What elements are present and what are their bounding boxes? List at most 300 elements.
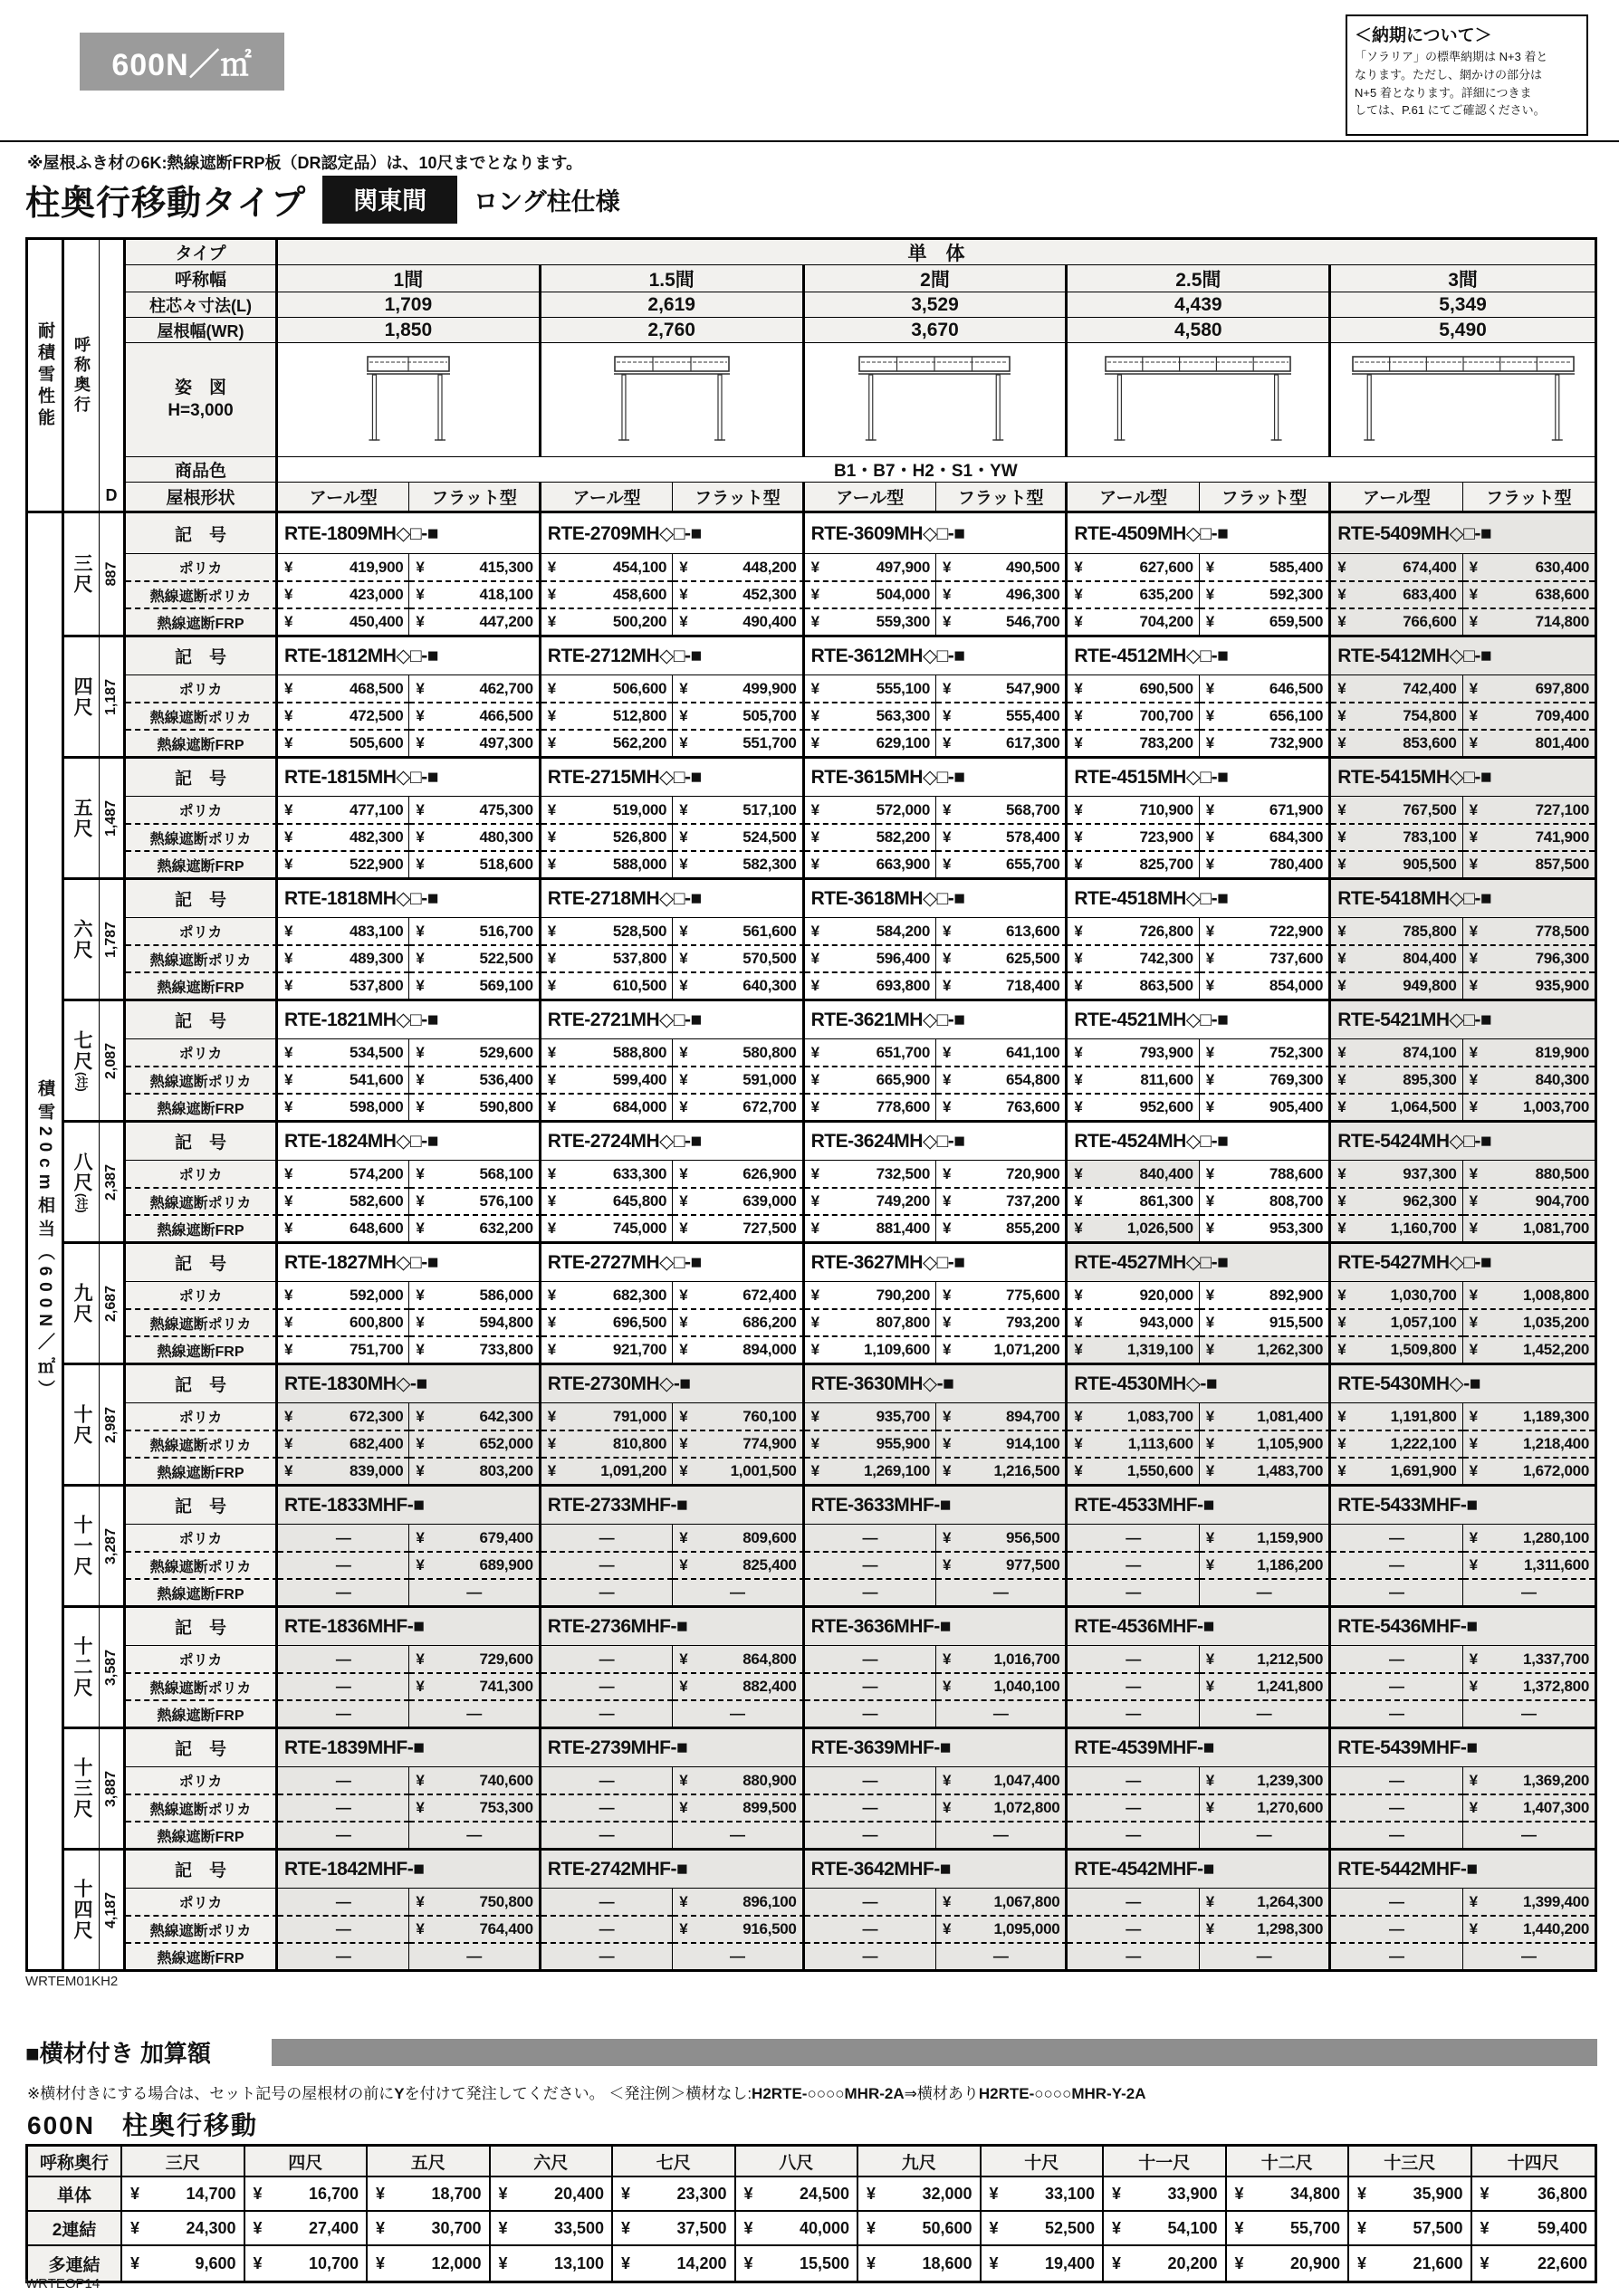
roof-shape-header: フラット型: [409, 483, 541, 511]
depth-size-label: 四尺: [64, 635, 100, 756]
price-cell: ¥ 625,500: [936, 944, 1068, 971]
note-text: ※横材付きにする場合は、セット記号の屋根材の前に: [27, 2085, 395, 2102]
row-label-code: 記 号: [126, 635, 278, 674]
addon-price-cell: ¥ 35,900: [1349, 2177, 1472, 2212]
notice-line: しては、P.61 にてご確認ください。: [1355, 103, 1546, 118]
price-cell: ¥ 1,191,800: [1331, 1402, 1462, 1430]
price-cell: ¥ 1,222,100: [1331, 1430, 1462, 1457]
price-cell: ¥ 801,400: [1463, 729, 1595, 756]
addon-col-header: 六尺: [491, 2147, 614, 2177]
price-cell: ¥ 569,100: [409, 971, 541, 999]
price-cell: ¥ 555,100: [805, 674, 936, 702]
price-cell: ¥ 490,400: [673, 607, 804, 635]
price-cell: ¥ 1,008,800: [1463, 1281, 1595, 1308]
price-cell: —: [278, 1699, 409, 1727]
price-cell: ¥ 627,600: [1068, 553, 1199, 580]
row-label-material: 熱線遮断FRP: [126, 729, 278, 756]
price-cell: —: [278, 1578, 409, 1605]
product-code-cell: RTE-5433MHF-■: [1331, 1484, 1595, 1524]
price-cell: ¥ 524,500: [673, 823, 804, 850]
row-label-material: 熱線遮断FRP: [126, 1093, 278, 1120]
price-cell: ¥ 574,200: [278, 1160, 409, 1187]
price-cell: ¥ 613,600: [936, 917, 1068, 944]
divider-rule: [0, 140, 1619, 142]
price-cell: —: [278, 1821, 409, 1848]
addon-col-header: 五尺: [368, 2147, 491, 2177]
price-cell: —: [409, 1578, 541, 1605]
carport-figure-drawing: [1352, 353, 1575, 447]
price-cell: —: [805, 1766, 936, 1794]
row-label-code: 記 号: [126, 1241, 278, 1281]
section-title-row: [25, 174, 1384, 225]
sidebar-d-label: D: [100, 240, 126, 511]
depth-mm-label: 2,087: [100, 999, 126, 1120]
price-cell: ¥ 1,452,200: [1463, 1335, 1595, 1363]
price-cell: —: [1331, 1915, 1462, 1942]
price-cell: —: [541, 1821, 673, 1848]
product-code-cell: RTE-3636MHF-■: [805, 1605, 1068, 1645]
addon-price-cell: ¥ 57,500: [1349, 2212, 1472, 2246]
price-cell: ¥ 599,400: [541, 1066, 673, 1093]
price-cell: —: [541, 1766, 673, 1794]
price-cell: ¥ 1,691,900: [1331, 1457, 1462, 1484]
price-cell: ¥ 592,000: [278, 1281, 409, 1308]
price-cell: ¥ 582,300: [673, 850, 804, 877]
title-suffix: ロング柱仕様: [474, 187, 620, 215]
addon-col-header: 十一尺: [1104, 2147, 1227, 2177]
price-cell: ¥ 825,700: [1068, 850, 1199, 877]
row-label-material: ポリカ: [126, 917, 278, 944]
price-cell: ¥ 638,600: [1463, 580, 1595, 607]
price-cell: ¥ 529,600: [409, 1038, 541, 1066]
depth-mm-label: 1,787: [100, 877, 126, 999]
price-cell: ¥ 672,300: [278, 1402, 409, 1430]
price-cell: ¥ 921,700: [541, 1335, 673, 1363]
width-value: 3間: [1331, 265, 1595, 292]
price-cell: —: [409, 1821, 541, 1848]
price-cell: ¥ 753,300: [409, 1794, 541, 1821]
price-cell: ¥ 580,800: [673, 1038, 804, 1066]
price-cell: ¥ 729,600: [409, 1645, 541, 1672]
product-code-cell: RTE-1809MH◇□-■: [278, 513, 541, 553]
price-cell: ¥ 632,200: [409, 1214, 541, 1241]
price-cell: —: [1068, 1915, 1199, 1942]
price-cell: —: [1463, 1821, 1595, 1848]
row-label-material: 熱線遮断ポリカ: [126, 944, 278, 971]
row-label-code: 記 号: [126, 999, 278, 1038]
roof-shape-header: フラット型: [1200, 483, 1331, 511]
addon-col-header: 七尺: [613, 2147, 736, 2177]
price-cell: ¥ 840,300: [1463, 1066, 1595, 1093]
price-cell: ¥ 450,400: [278, 607, 409, 635]
price-cell: ¥ 635,200: [1068, 580, 1199, 607]
price-cell: ¥ 516,700: [409, 917, 541, 944]
notice-line: N+5 着となります。詳細につきま: [1355, 85, 1532, 100]
price-cell: ¥ 803,200: [409, 1457, 541, 1484]
sidebar-snow-equivalent-label: 積雪20cm相当（600N／㎡）: [28, 513, 64, 1969]
row-label-code: 記 号: [126, 1727, 278, 1766]
price-cell: ¥ 760,100: [673, 1402, 804, 1430]
price-cell: ¥ 737,600: [1200, 944, 1331, 971]
addon-price-cell: ¥ 52,500: [982, 2212, 1105, 2246]
price-cell: ¥ 790,200: [805, 1281, 936, 1308]
price-cell: —: [1068, 1672, 1199, 1699]
price-cell: ¥ 418,100: [409, 580, 541, 607]
header-roofshape-label: 屋根形状: [126, 483, 278, 511]
addon-col-header: 十四尺: [1472, 2147, 1595, 2177]
price-cell: ¥ 793,200: [936, 1308, 1068, 1335]
roof-shape-header: アール型: [1068, 483, 1199, 511]
sidebar-snow-performance-label: 耐積雪性能: [28, 240, 64, 511]
addon-price-cell: ¥ 20,900: [1227, 2246, 1350, 2281]
row-label-material: 熱線遮断ポリカ: [126, 1551, 278, 1578]
price-cell: ¥ 480,300: [409, 823, 541, 850]
row-label-code: 記 号: [126, 513, 278, 553]
row-label-material: 熱線遮断ポリカ: [126, 1915, 278, 1942]
depth-size-label: 十三尺: [64, 1727, 100, 1848]
price-cell: ¥ 1,550,600: [1068, 1457, 1199, 1484]
price-cell: ¥ 793,900: [1068, 1038, 1199, 1066]
price-cell: ¥ 819,900: [1463, 1038, 1595, 1066]
price-cell: ¥ 551,700: [673, 729, 804, 756]
width-value: 1.5間: [541, 265, 805, 292]
price-cell: ¥ 1,081,700: [1463, 1214, 1595, 1241]
price-cell: ¥ 904,700: [1463, 1187, 1595, 1214]
sidebar-depth-label: 呼称奥行: [64, 240, 100, 511]
price-cell: ¥ 1,189,300: [1463, 1402, 1595, 1430]
price-cell: ¥ 672,400: [673, 1281, 804, 1308]
price-cell: —: [805, 1794, 936, 1821]
addon-subtitle: 600N 柱奥行移動: [27, 2111, 258, 2139]
addon-price-cell: ¥ 30,700: [368, 2212, 491, 2246]
price-cell: ¥ 483,100: [278, 917, 409, 944]
price-cell: ¥ 1,001,500: [673, 1457, 804, 1484]
price-cell: ¥ 732,500: [805, 1160, 936, 1187]
product-code-cell: RTE-2721MH◇□-■: [541, 999, 805, 1038]
price-cell: ¥ 920,000: [1068, 1281, 1199, 1308]
delivery-notice-box: [1346, 14, 1588, 136]
order-code-emphasis: H2RTE-○○○○MHR-Y-2A: [978, 2085, 1146, 2102]
carport-figure-drawing: [1105, 353, 1291, 447]
price-cell: ¥ 742,400: [1331, 674, 1462, 702]
addon-price-cell: ¥ 21,600: [1349, 2246, 1472, 2281]
price-cell: ¥ 1,369,200: [1463, 1766, 1595, 1794]
price-cell: ¥ 880,500: [1463, 1160, 1595, 1187]
price-cell: ¥ 547,900: [936, 674, 1068, 702]
table-code: WRTEM01KH2: [25, 1974, 119, 1989]
order-code-emphasis: Y: [394, 2085, 405, 2102]
price-cell: —: [278, 1794, 409, 1821]
depth-size-label: 五尺: [64, 756, 100, 877]
product-code-cell: RTE-5418MH◇□-■: [1331, 877, 1595, 917]
price-cell: ¥ 690,500: [1068, 674, 1199, 702]
price-cell: ¥ 1,003,700: [1463, 1093, 1595, 1120]
price-cell: ¥ 458,600: [541, 580, 673, 607]
row-label-material: 熱線遮断ポリカ: [126, 823, 278, 850]
price-cell: ¥ 505,700: [673, 702, 804, 729]
price-cell: ¥ 572,000: [805, 796, 936, 823]
price-cell: ¥ 905,500: [1331, 850, 1462, 877]
price-cell: —: [409, 1699, 541, 1727]
depth-size-label: 九尺: [64, 1241, 100, 1363]
header-type-value: 単 体: [278, 240, 1595, 265]
addon-price-cell: ¥ 24,300: [122, 2212, 245, 2246]
price-cell: ¥ 808,700: [1200, 1187, 1331, 1214]
price-cell: ¥ 1,035,200: [1463, 1308, 1595, 1335]
price-cell: ¥ 769,300: [1200, 1066, 1331, 1093]
price-cell: ¥ 1,407,300: [1463, 1794, 1595, 1821]
price-cell: ¥ 682,400: [278, 1430, 409, 1457]
price-cell: —: [541, 1672, 673, 1699]
product-code-cell: RTE-2739MHF-■: [541, 1727, 805, 1766]
product-code-cell: RTE-2733MHF-■: [541, 1484, 805, 1524]
price-cell: ¥ 785,800: [1331, 917, 1462, 944]
price-cell: ¥ 767,500: [1331, 796, 1462, 823]
addon-price-cell: ¥ 20,400: [491, 2177, 614, 2212]
price-cell: ¥ 718,400: [936, 971, 1068, 999]
price-cell: —: [1331, 1645, 1462, 1672]
price-cell: ¥ 825,400: [673, 1551, 804, 1578]
price-cell: ¥ 935,900: [1463, 971, 1595, 999]
price-cell: ¥ 610,500: [541, 971, 673, 999]
price-cell: ¥ 423,000: [278, 580, 409, 607]
note-text: ⇒横材あり: [904, 2085, 979, 2102]
price-cell: ¥ 537,800: [278, 971, 409, 999]
price-cell: ¥ 1,270,600: [1200, 1794, 1331, 1821]
product-code-cell: RTE-1839MHF-■: [278, 1727, 541, 1766]
price-cell: ¥ 916,500: [673, 1915, 804, 1942]
addon-price-cell: ¥ 24,500: [736, 2177, 859, 2212]
price-cell: ¥ 648,600: [278, 1214, 409, 1241]
depth-mm-label: 887: [100, 513, 126, 635]
price-cell: ¥ 1,071,200: [936, 1335, 1068, 1363]
price-cell: ¥ 506,600: [541, 674, 673, 702]
price-cell: ¥ 696,500: [541, 1308, 673, 1335]
product-code-cell: RTE-5424MH◇□-■: [1331, 1120, 1595, 1160]
price-cell: ¥ 722,900: [1200, 917, 1331, 944]
row-label-material: ポリカ: [126, 1645, 278, 1672]
row-label-material: 熱線遮断FRP: [126, 1335, 278, 1363]
price-cell: —: [1331, 1794, 1462, 1821]
addon-price-cell: ¥ 23,300: [613, 2177, 736, 2212]
product-code-cell: RTE-3642MHF-■: [805, 1848, 1068, 1888]
price-cell: ¥ 652,000: [409, 1430, 541, 1457]
price-cell: ¥ 1,067,800: [936, 1888, 1068, 1915]
price-cell: ¥ 726,800: [1068, 917, 1199, 944]
price-cell: ¥ 489,300: [278, 944, 409, 971]
price-cell: —: [1068, 1794, 1199, 1821]
row-label-code: 記 号: [126, 1363, 278, 1402]
price-cell: ¥ 732,900: [1200, 729, 1331, 756]
price-cell: —: [805, 1672, 936, 1699]
price-cell: ¥ 720,900: [936, 1160, 1068, 1187]
table-body: [28, 511, 1595, 1969]
addon-price-cell: ¥ 19,400: [982, 2246, 1105, 2281]
product-code-cell: RTE-4524MH◇□-■: [1068, 1120, 1331, 1160]
price-cell: ¥ 751,700: [278, 1335, 409, 1363]
price-cell: —: [805, 1551, 936, 1578]
product-code-cell: RTE-4509MH◇□-■: [1068, 513, 1331, 553]
price-cell: ¥ 588,800: [541, 1038, 673, 1066]
addon-price-cell: ¥ 36,800: [1472, 2177, 1595, 2212]
price-cell: —: [278, 1551, 409, 1578]
product-code-cell: RTE-4515MH◇□-■: [1068, 756, 1331, 796]
price-cell: —: [805, 1578, 936, 1605]
addon-col-header: 三尺: [122, 2147, 245, 2177]
row-label-material: ポリカ: [126, 1281, 278, 1308]
price-cell: —: [541, 1794, 673, 1821]
price-cell: ¥ 1,372,800: [1463, 1672, 1595, 1699]
price-cell: ¥ 500,200: [541, 607, 673, 635]
row-label-material: 熱線遮断ポリカ: [126, 702, 278, 729]
price-cell: —: [1463, 1578, 1595, 1605]
price-cell: ¥ 962,300: [1331, 1187, 1462, 1214]
notice-line: 「ソラリア」の標準納期は N+3 着と: [1355, 50, 1548, 63]
price-cell: ¥ 977,500: [936, 1551, 1068, 1578]
price-cell: ¥ 1,026,500: [1068, 1214, 1199, 1241]
price-cell: ¥ 955,900: [805, 1430, 936, 1457]
product-code-cell: RTE-2730MH◇-■: [541, 1363, 805, 1402]
price-cell: ¥ 534,500: [278, 1038, 409, 1066]
price-cell: —: [541, 1645, 673, 1672]
price-cell: —: [541, 1578, 673, 1605]
price-cell: ¥ 881,400: [805, 1214, 936, 1241]
product-code-cell: RTE-4527MH◇□-■: [1068, 1241, 1331, 1281]
addon-price-cell: ¥ 59,400: [1472, 2212, 1595, 2246]
row-label-material: 熱線遮断ポリカ: [126, 1794, 278, 1821]
addon-section-title: ■横材付き 加算額: [25, 2040, 211, 2067]
product-code-cell: RTE-4539MHF-■: [1068, 1727, 1331, 1766]
row-label-material: ポリカ: [126, 1524, 278, 1551]
product-code-cell: RTE-1818MH◇□-■: [278, 877, 541, 917]
price-cell: ¥ 519,000: [541, 796, 673, 823]
note-text: を付けて発注してください。 ＜発注例＞横材なし:: [404, 2085, 752, 2102]
price-cell: ¥ 1,212,500: [1200, 1645, 1331, 1672]
roof-shape-header: アール型: [541, 483, 673, 511]
price-cell: ¥ 804,400: [1331, 944, 1462, 971]
span-value: 2,619: [541, 292, 805, 318]
depth-size-label: 十四尺: [64, 1848, 100, 1969]
price-cell: ¥ 775,600: [936, 1281, 1068, 1308]
price-cell: ¥ 633,300: [541, 1160, 673, 1187]
price-cell: ¥ 788,600: [1200, 1160, 1331, 1187]
color-options-value: B1・B7・H2・S1・YW: [278, 457, 1595, 483]
addon-col-header: 四尺: [245, 2147, 369, 2177]
price-cell: ¥ 1,311,600: [1463, 1551, 1595, 1578]
roofwidth-value: 1,850: [278, 318, 541, 343]
price-cell: —: [1068, 1578, 1199, 1605]
price-cell: —: [278, 1942, 409, 1969]
price-cell: —: [1068, 1821, 1199, 1848]
price-cell: ¥ 447,200: [409, 607, 541, 635]
depth-size-label: 七尺 (注): [64, 999, 100, 1120]
addon-price-cell: ¥ 32,000: [858, 2177, 982, 2212]
price-cell: ¥ 811,600: [1068, 1066, 1199, 1093]
order-code-emphasis: H2RTE-○○○○MHR-2A: [752, 2085, 905, 2102]
price-cell: ¥ 882,400: [673, 1672, 804, 1699]
price-cell: ¥ 1,064,500: [1331, 1093, 1462, 1120]
price-cell: ¥ 1,399,400: [1463, 1888, 1595, 1915]
price-cell: —: [1331, 1551, 1462, 1578]
product-code-cell: RTE-5415MH◇□-■: [1331, 756, 1595, 796]
row-label-material: ポリカ: [126, 1766, 278, 1794]
addon-price-cell: ¥ 27,400: [245, 2212, 369, 2246]
addon-price-table: [25, 2144, 1597, 2283]
price-cell: ¥ 497,900: [805, 553, 936, 580]
price-cell: ¥ 733,800: [409, 1335, 541, 1363]
price-cell: ¥ 1,057,100: [1331, 1308, 1462, 1335]
price-cell: ¥ 541,600: [278, 1066, 409, 1093]
price-cell: ¥ 1,280,100: [1463, 1524, 1595, 1551]
price-cell: ¥ 655,700: [936, 850, 1068, 877]
row-label-material: 熱線遮断ポリカ: [126, 1066, 278, 1093]
row-label-material: ポリカ: [126, 1402, 278, 1430]
price-cell: ¥ 568,700: [936, 796, 1068, 823]
price-cell: ¥ 840,400: [1068, 1160, 1199, 1187]
addon-col-header: 九尺: [858, 2147, 982, 2177]
addon-price-cell: ¥ 40,000: [736, 2212, 859, 2246]
row-label-material: 熱線遮断FRP: [126, 1942, 278, 1969]
product-code-cell: RTE-5442MHF-■: [1331, 1848, 1595, 1888]
row-label-material: 熱線遮断FRP: [126, 1457, 278, 1484]
price-cell: ¥ 1,319,100: [1068, 1335, 1199, 1363]
carport-figure-drawing: [367, 353, 450, 447]
price-cell: ¥ 1,337,700: [1463, 1645, 1595, 1672]
price-cell: ¥ 1,218,400: [1463, 1430, 1595, 1457]
product-code-cell: RTE-2718MH◇□-■: [541, 877, 805, 917]
price-cell: ¥ 504,000: [805, 580, 936, 607]
price-cell: ¥ 1,109,600: [805, 1335, 936, 1363]
addon-price-cell: ¥ 9,600: [122, 2246, 245, 2281]
price-cell: ¥ 555,400: [936, 702, 1068, 729]
price-cell: ¥ 576,100: [409, 1187, 541, 1214]
price-cell: —: [805, 1699, 936, 1727]
price-cell: ¥ 528,500: [541, 917, 673, 944]
price-cell: ¥ 629,100: [805, 729, 936, 756]
row-label-material: ポリカ: [126, 1160, 278, 1187]
price-cell: ¥ 563,300: [805, 702, 936, 729]
price-cell: ¥ 1,105,900: [1200, 1430, 1331, 1457]
price-cell: ¥ 1,239,300: [1200, 1766, 1331, 1794]
price-cell: ¥ 596,400: [805, 944, 936, 971]
depth-size-label: 十尺: [64, 1363, 100, 1484]
product-code-cell: RTE-3609MH◇□-■: [805, 513, 1068, 553]
roofwidth-value: 3,670: [805, 318, 1068, 343]
price-cell: ¥ 714,800: [1463, 607, 1595, 635]
price-cell: ¥ 591,000: [673, 1066, 804, 1093]
price-cell: —: [673, 1942, 804, 1969]
addon-price-cell: ¥ 12,000: [368, 2246, 491, 2281]
price-cell: ¥ 780,400: [1200, 850, 1331, 877]
roof-material-note: ※屋根ふき材の6K:熱線遮断FRP板（DR認定品）は、10尺までとなります。: [27, 154, 583, 172]
price-cell: ¥ 857,500: [1463, 850, 1595, 877]
price-cell: —: [541, 1888, 673, 1915]
roof-shape-header: アール型: [805, 483, 936, 511]
price-cell: ¥ 477,100: [278, 796, 409, 823]
price-cell: ¥ 654,800: [936, 1066, 1068, 1093]
width-value: 2.5間: [1068, 265, 1331, 292]
row-label-material: ポリカ: [126, 553, 278, 580]
price-cell: ¥ 466,500: [409, 702, 541, 729]
row-label-material: 熱線遮断ポリカ: [126, 1430, 278, 1457]
price-cell: ¥ 582,200: [805, 823, 936, 850]
product-code-cell: RTE-3624MH◇□-■: [805, 1120, 1068, 1160]
price-cell: ¥ 697,800: [1463, 674, 1595, 702]
price-cell: —: [541, 1915, 673, 1942]
price-cell: ¥ 1,040,100: [936, 1672, 1068, 1699]
price-cell: —: [278, 1915, 409, 1942]
price-cell: ¥ 710,900: [1068, 796, 1199, 823]
